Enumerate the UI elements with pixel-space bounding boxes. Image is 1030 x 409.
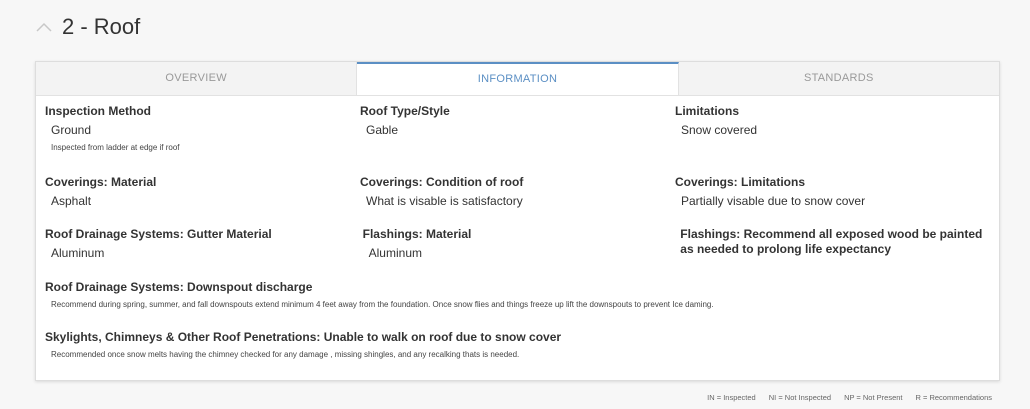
info-row — [45, 280, 990, 310]
label-topic: Material — [425, 227, 472, 241]
info-item-downspout — [45, 280, 990, 310]
legend-item: IN = Inspected — [707, 393, 756, 402]
info-item-limitations — [675, 104, 990, 153]
label-topic: Unable to walk on roof due to snow cover — [323, 330, 562, 344]
label-category: Coverings: — [45, 175, 112, 189]
tab-information[interactable]: INFORMATION — [357, 62, 678, 95]
label-category: Roof Drainage Systems: — [45, 280, 188, 294]
label-category: Coverings: — [675, 175, 742, 189]
tab-standards[interactable]: STANDARDS — [679, 62, 999, 95]
label-category: Skylights, Chimneys & Other Roof Penetrations: — [45, 330, 324, 344]
info-value: Snow covered — [681, 123, 758, 137]
info-item-flashings-material — [363, 227, 681, 261]
info-label — [45, 280, 990, 295]
label-category: Flashings: — [362, 227, 426, 241]
info-label — [45, 330, 990, 345]
info-value: Ground — [51, 123, 92, 137]
info-label: Limitations — [675, 104, 740, 118]
info-comment: Recommend during spring, summer, and fall downspouts extend minimum 4 feet away from the foundation. Once snow flies and things freeze up lift the downspouts to prevent Ice daming. — [51, 300, 714, 309]
info-label — [45, 175, 360, 190]
legend-item: NI = Not Inspected — [768, 393, 832, 402]
info-item-flashings-recommend — [680, 227, 990, 261]
label-topic: Downspout discharge — [187, 280, 313, 294]
label-topic: Limitations — [741, 175, 806, 189]
info-value: Partially visable due to snow cover — [681, 194, 866, 208]
info-value: Gable — [366, 123, 399, 137]
info-value: Aluminum — [51, 246, 105, 260]
label-category: Flashings: — [680, 227, 744, 241]
info-row — [45, 227, 990, 261]
tab-bar — [36, 62, 999, 96]
label-topic: Material — [111, 175, 157, 189]
legend — [707, 393, 992, 402]
info-label — [680, 227, 990, 257]
info-item-coverings-condition — [360, 175, 675, 209]
legend-item: NP = Not Present — [844, 393, 903, 402]
info-item-roof-type — [360, 104, 675, 153]
info-value: Aluminum — [368, 246, 422, 260]
info-row — [45, 330, 990, 360]
info-value: Asphalt — [51, 194, 92, 208]
info-value: What is visable is satisfactory — [366, 194, 523, 208]
info-comment: Recommended once snow melts having the chimney checked for any damage , missing shingles, and any recalking thats is needed. — [51, 350, 520, 359]
section-card — [35, 61, 1000, 381]
info-label: Inspection Method — [45, 104, 151, 118]
info-label — [363, 227, 681, 242]
info-item-skylights — [45, 330, 990, 360]
info-label: Roof Type/Style — [360, 104, 450, 118]
info-item-coverings-material — [45, 175, 360, 209]
legend-item: R = Recommendations — [915, 393, 992, 402]
info-label — [675, 175, 990, 190]
info-comment: Inspected from ladder at edge if roof — [51, 143, 180, 152]
chevron-up-icon[interactable] — [34, 17, 54, 37]
info-row — [45, 175, 990, 209]
section-title: 2 - Roof — [62, 14, 141, 39]
info-label — [45, 227, 363, 242]
info-item-inspection-method — [45, 104, 360, 153]
info-label — [360, 175, 675, 190]
label-category: Roof Drainage Systems: — [45, 227, 188, 241]
label-category: Coverings: — [360, 175, 427, 189]
label-topic: Recommend all exposed wood be painted as needed to prolong life expectancy — [680, 227, 983, 256]
tab-overview[interactable]: OVERVIEW — [36, 62, 357, 95]
info-row — [45, 104, 990, 153]
label-topic: Condition of roof — [426, 175, 524, 189]
label-topic: Gutter Material — [187, 227, 272, 241]
info-item-gutter-material — [45, 227, 363, 261]
info-item-coverings-limitations — [675, 175, 990, 209]
section-header[interactable] — [34, 14, 140, 40]
